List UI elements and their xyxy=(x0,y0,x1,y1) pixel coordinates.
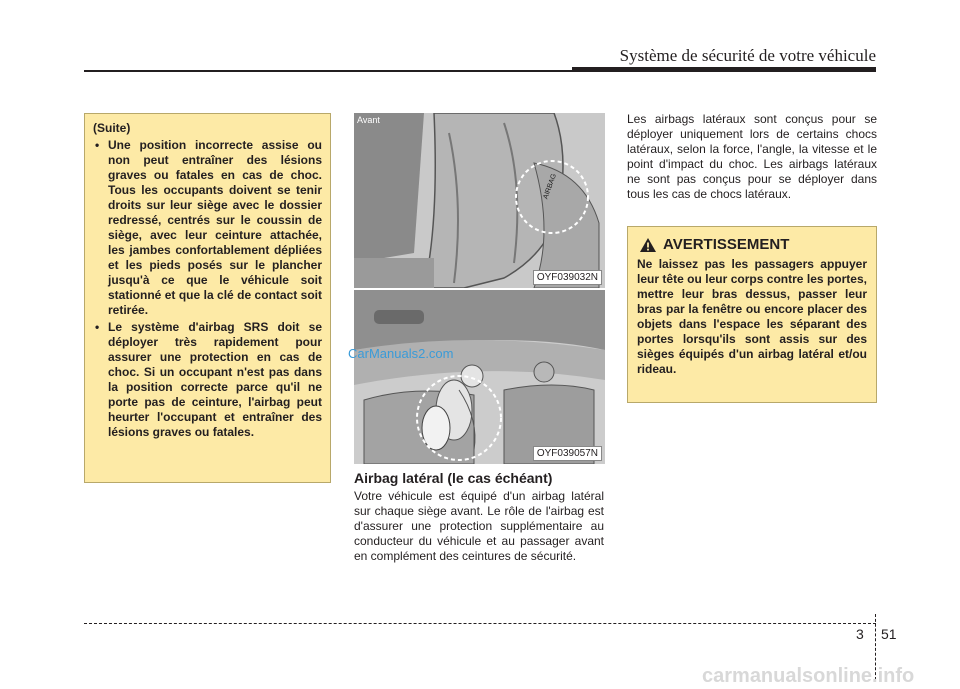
suite-heading: (Suite) xyxy=(93,121,131,135)
header-title: Système de sécurité de votre véhicule xyxy=(619,46,876,65)
side-airbag-deployment-text: Les airbags latéraux sont conçus pour se déployer uniquement lors de certains chocs latéraux, selon la force, l'angle, la vitesse et le point d'impact du choc. Les airbags latéraux ne sont pas conçus pour se déployer dans tous les cas de chocs latéraux. xyxy=(627,112,877,201)
page-number: 51 xyxy=(881,626,897,642)
section-title: Airbag latéral (le cas échéant) xyxy=(354,470,553,486)
chapter-number: 3 xyxy=(856,626,864,642)
continued-warning-box xyxy=(84,113,331,483)
footer-rule xyxy=(84,623,876,624)
bullet-item: • Le système d'airbag SRS doit se déployer très rapidement pour assurer une protection en cas de choc. Si un occupant n'est pas dans la position correcte parce qu'il ne porte pas de ceinture, l'airbag peut heurter l'occupant et entraîner des lésions graves ou fatales. xyxy=(95,320,322,439)
warning-box xyxy=(627,226,877,403)
deployment-drawing xyxy=(354,290,605,464)
avant-label: Avant xyxy=(357,115,380,125)
image-code: OYF039032N xyxy=(533,270,602,285)
bullet-text: Le système d'airbag SRS doit se déployer très rapidement pour assurer une protection en cas de choc. Si un occupant n'est pas dans la position correcte parce qu'il ne porte pas de ceinture, l'airbag peut heurter l'occupant et entraîner des lésions graves ou fatales. xyxy=(108,320,322,439)
bullet-item: • Une position incorrecte assise ou non peut entraîner des lésions graves ou fatales en cas de choc. Tous les occupants doivent se tenir droits sur leur siège avec le dossier redressé, centrés sur le coussin de siège, avec leur ceinture attachée, les jambes confortablement dépliées et les pieds posés sur le plancher jusqu'à ce que le véhicule soit stationné et que la clé de contact soit retirée. xyxy=(95,138,322,317)
site-watermark: carmanualsonline.info xyxy=(702,665,915,687)
bullet-text: Une position incorrecte assise ou non peut entraîner des lésions graves ou fatales en cas de choc. Tous les occupants doivent se tenir droits sur leur siège avec le dossier redressé, centrés sur le coussin de siège, avec leur ceinture attachée, les jambes confortablement dépliées et les pieds posés sur le plancher jusqu'à ce que le véhicule soit stationné et que la clé de contact soit retirée. xyxy=(108,138,322,317)
warning-title: AVERTISSEMENT xyxy=(663,236,790,253)
watermark: CarManuals2.com xyxy=(348,346,454,361)
warning-triangle-icon xyxy=(639,237,657,253)
warning-header xyxy=(637,236,867,253)
seat-drawing xyxy=(354,113,605,288)
side-airbag-seat-illustration xyxy=(354,113,605,288)
section-body: Votre véhicule est équipé d'un airbag latéral sur chaque siège avant. Le rôle de l'airbag est d'assurer une protection supplémentaire au conducteur du véhicule et au passager avant en complément des ceintures de sécurité. xyxy=(354,489,604,563)
warning-body: Ne laissez pas les passagers appuyer leur tête ou leur corps contre les portes, mettre leur bras dessus, passer leur bras par la fenêtre ou encore placer des objets dans l'espace les séparant des portes lorsqu'ils sont assis sur des sièges équipés d'un airbag latéral et/ou rideau. xyxy=(637,257,867,376)
airbag-text: AIRBAG xyxy=(542,172,559,201)
side-airbag-deployment-illustration xyxy=(354,290,605,464)
image-code: OYF039057N xyxy=(533,446,602,461)
header-rule-accent xyxy=(572,67,876,72)
